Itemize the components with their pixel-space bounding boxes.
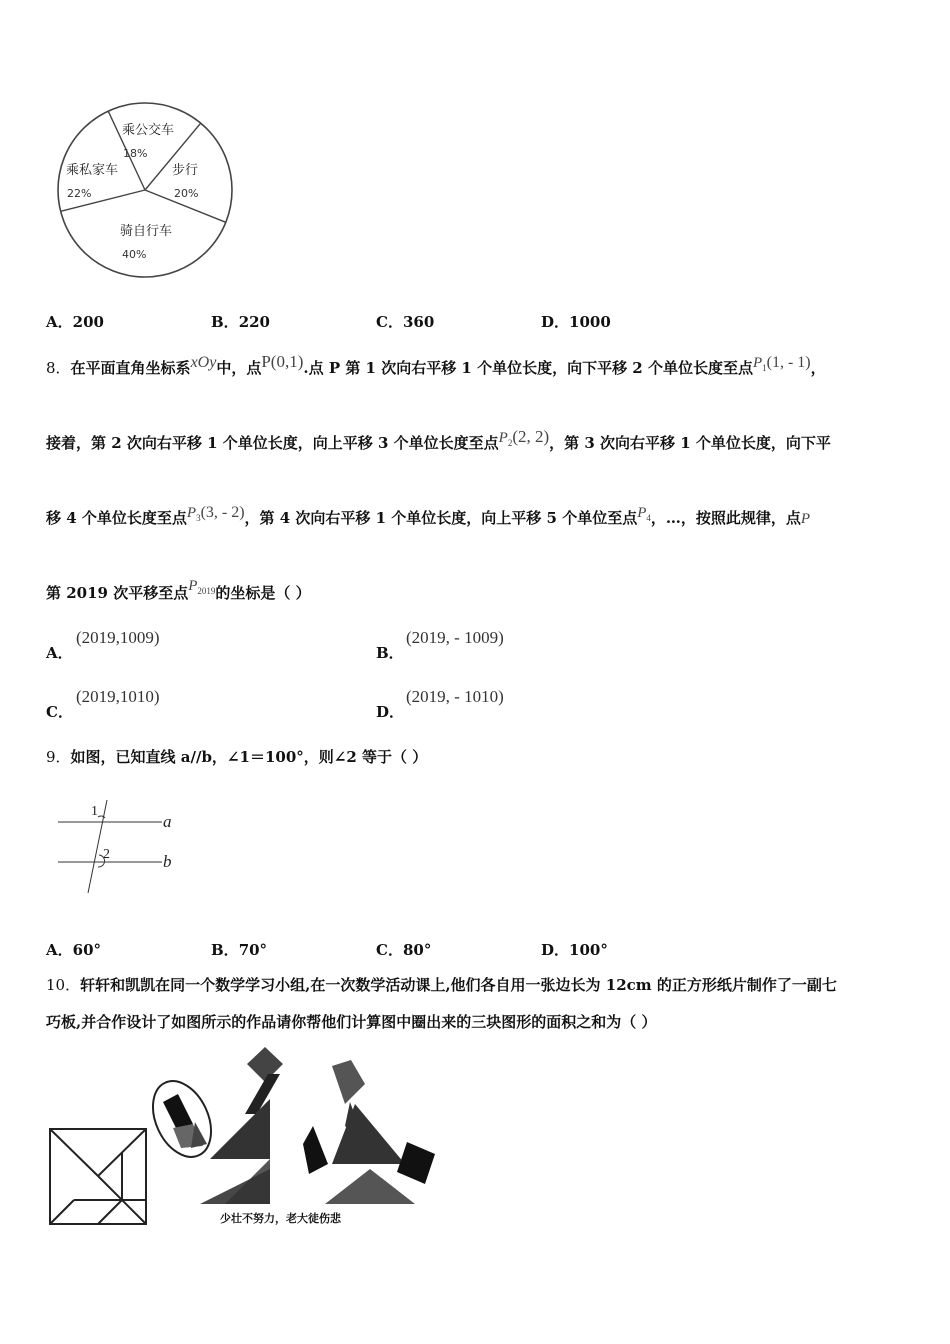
parallel-lines-figure [50,795,190,900]
q8-option-c[interactable] [46,701,73,722]
body-triangle [210,1099,270,1159]
option-letter: B． [211,313,239,331]
pie-label-walk: 步行 [172,163,199,178]
q8-option-d-text: (2019, - 1010) [406,687,504,706]
math-p1-sub: 1 [762,363,767,373]
head2-piece [332,1060,365,1104]
pie-pct-car: 22% [67,187,92,200]
pie-label-bus: 乘公交车 [122,123,175,138]
q7-option-c[interactable] [376,311,434,332]
q8-text: 在平面直角坐标系 [70,359,191,377]
q8-text: ， [810,359,826,377]
q9-option-c[interactable] [376,939,431,960]
math-p: P [800,511,811,527]
math-p4-sub: 4 [646,513,651,523]
q10-line-2 [46,1011,656,1032]
option-text: 200 [72,313,104,331]
option-letter: C． [376,941,403,959]
pie-pct-bike: 40% [122,248,147,261]
math-xoy: xOy [190,354,217,371]
pie-pct-walk: 20% [174,187,199,200]
question-number: 8． [46,359,71,377]
math-p2-coord: (2, 2) [512,427,550,446]
math-p2-sub: 2 [507,438,513,448]
pie-pct-bus: 18% [123,147,148,160]
q8-option-c-text: (2019,1010) [76,687,160,706]
q8-option-a-text: (2019,1009) [76,628,160,647]
math-p2: P [498,430,508,446]
q8-line-3 [46,504,811,528]
torso2-piece [332,1104,405,1164]
leg2-piece [303,1126,328,1174]
option-letter: C． [376,313,403,331]
q8-text: .点 P 第 1 次向右平移 1 个单位长度，向下平移 2 个单位长度至点 [303,359,753,377]
base2-piece [325,1169,415,1204]
tangram-square [50,1129,146,1224]
math-p2019-sub: 2019 [197,586,216,596]
q7-option-b[interactable] [211,311,270,332]
option-letter: D． [541,941,570,959]
label-angle-1: 1 [91,804,98,819]
option-text: 1000 [569,313,611,331]
label-a: a [163,812,172,831]
q8-text: ，第 3 次向右平移 1 个单位长度，向下平 [549,434,831,452]
pie-chart [50,100,240,280]
option-letter: B． [376,644,404,662]
math-p0: P(0,1) [261,352,304,371]
option-letter: D． [376,703,405,721]
q8-text: 第 2019 次平移至点 [46,584,189,602]
q7-option-a[interactable] [46,311,104,332]
q8-option-d[interactable] [376,701,404,722]
pie-label-car: 乘私家车 [66,163,119,178]
figure-caption: 少壮不努力，老大徒伤悲 [220,1212,341,1225]
option-letter: A． [46,644,73,662]
q9-option-b[interactable] [211,939,267,960]
option-text: 70° [238,941,268,959]
option-letter: C． [46,703,73,721]
q8-text: 移 4 个单位长度至点 [46,509,187,527]
q8-line-1 [46,352,826,378]
question-number: 10． [46,976,81,994]
tangram-figure [45,1044,445,1234]
option-text: 60° [72,941,102,959]
q9-option-d[interactable] [541,939,608,960]
math-p2019: P [188,578,198,594]
q8-text: 接着，第 2 次向右平移 1 个单位长度，向上平移 3 个单位长度至点 [46,434,499,452]
math-p1: P [752,355,763,371]
option-text: 100° [569,941,608,959]
q8-option-b[interactable] [376,642,404,663]
math-p1-coord: (1, - 1) [766,354,811,371]
option-letter: D． [541,313,570,331]
q7-option-d[interactable] [541,311,611,332]
square2-piece [397,1142,435,1184]
q8-text: ，第 4 次向右平移 1 个单位长度，向上平移 5 个单位至点 [244,509,638,527]
q10-line-1 [46,974,837,995]
q10-text: 轩轩和凯凯在同一个数学学习小组,在一次数学活动课上,他们各自用一张边长为 12cm 的正方形纸片制作了一副七 [80,976,837,994]
q8-line-2 [46,427,831,453]
option-letter: B． [211,941,239,959]
option-text: 80° [402,941,432,959]
q8-text: 的坐标是（ ） [215,584,311,602]
q8-option-a[interactable] [46,642,73,663]
q8-option-b-text: (2019, - 1009) [406,628,504,647]
option-letter: A． [46,941,73,959]
math-p3-sub: 3 [196,513,201,523]
math-p3: P [186,505,197,521]
q8-line-4 [46,578,311,603]
option-text: 360 [402,313,435,331]
option-text: 220 [238,313,270,331]
q8-text: 中，点 [216,359,262,377]
math-p4: P [637,505,647,521]
question-number: 9． [46,748,71,766]
q9-option-a[interactable] [46,939,101,960]
option-letter: A． [46,313,73,331]
q8-text: ，…，按照此规律，点 [650,509,801,527]
q9-text: 如图，已知直线 a//b，∠1＝100°，则∠2 等于（ ） [70,748,428,766]
q10-text: 巧板,并合作设计了如图所示的作品请你帮他们计算图中圈出来的三块图形的面积之和为（ ） [46,1013,657,1031]
pie-label-bike: 骑自行车 [120,224,173,239]
label-angle-2: 2 [103,847,110,862]
q9-stem [46,746,427,767]
math-p3-coord: (3, - 2) [200,504,245,521]
label-b: b [163,852,172,871]
